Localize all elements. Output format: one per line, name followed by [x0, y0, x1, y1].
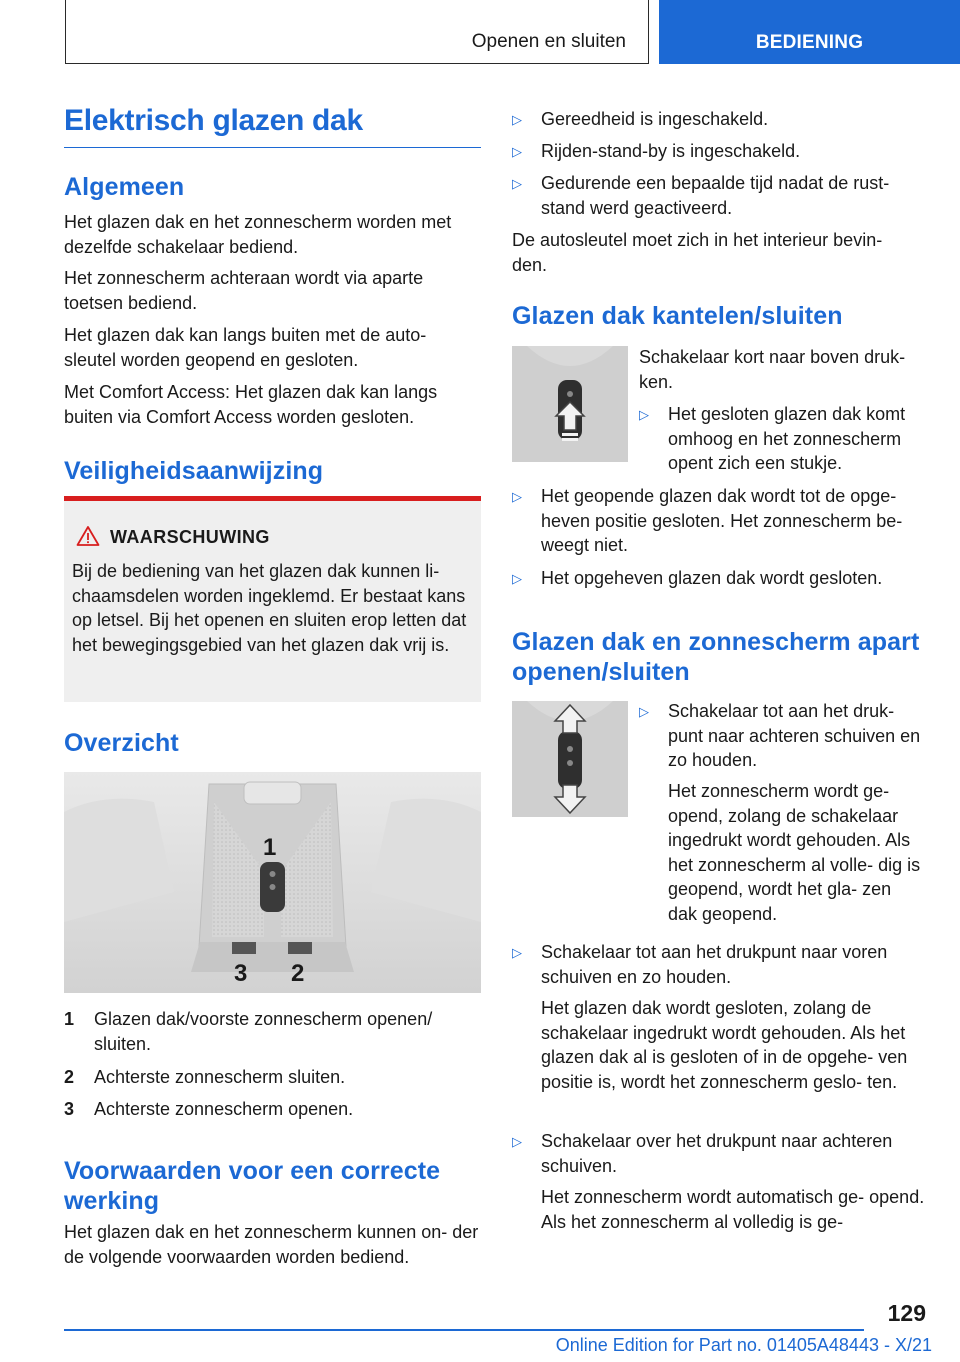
bullet-text: Het geopende glazen dak wordt tot de opge- heven positie gesloten. Het zonnescherm be- weegt niet.: [541, 486, 903, 556]
heading-overview: Overzicht: [64, 729, 179, 757]
callout-2: 2: [291, 960, 305, 987]
callout-1: 1: [263, 834, 277, 861]
list-item-text: Achterste zonnescherm openen.: [94, 1099, 354, 1119]
header-chapter-tab[interactable]: [659, 0, 960, 64]
tilt-intro: Schakelaar kort naar boven druk- ken.: [639, 347, 906, 392]
list-item: [64, 1007, 481, 1059]
heading-conditions: Voorwaarden voor een correcte werking: [64, 1157, 441, 1215]
bullet-text: Het opgeheven glazen dak wordt gesloten.: [541, 568, 883, 588]
bullet-text: Schakelaar tot aan het drukpunt naar voren schuiven en zo houden.: [541, 942, 888, 987]
overhead-console-illustration: [64, 772, 481, 993]
page-title: Elektrisch glazen dak: [64, 104, 481, 148]
footer-edition: Online Edition for Part no. 01405A48443 - X/21: [555, 1335, 932, 1355]
bullet-text: Gereedheid is ingeschakeld.: [541, 109, 769, 129]
switch-push-up-illustration: [512, 346, 628, 462]
heading-algemeen: Algemeen: [64, 173, 185, 201]
footer-divider: [64, 1329, 864, 1331]
header-section-box: [65, 0, 649, 64]
page-number: 129: [887, 1300, 926, 1326]
list-item: [64, 1097, 481, 1123]
algemeen-p2: Het zonnescherm achteraan wordt via aparte toetsen bediend.: [64, 268, 424, 313]
bullet-subtext: Het zonnescherm wordt ge- opend, zolang de schakelaar ingedrukt wordt gehouden. Als het zonnescherm al volle- dig is geopend, wordt het gla- zen dak geopend.: [668, 781, 921, 924]
header-chapter-label: BEDIENING: [755, 32, 864, 53]
heading-separate: Glazen dak en zonnescherm apart openen/sluiten: [512, 628, 920, 686]
bullet-subtext: Het zonnescherm wordt automatisch ge- opend. Als het zonnescherm al volledig is ge-: [541, 1187, 925, 1232]
list-item-number: 1: [64, 1009, 75, 1029]
callout-3: 3: [234, 960, 248, 987]
list-item-number: 3: [64, 1099, 75, 1119]
bullet-triangle-icon: ▷: [512, 1134, 522, 1149]
algemeen-p3: Het glazen dak kan langs buiten met de auto- sleutel worden geopend en gesloten.: [64, 325, 427, 370]
list-item-number: 2: [64, 1067, 75, 1087]
bullet-triangle-icon: ▷: [512, 945, 522, 960]
warning-triangle-icon: [76, 525, 100, 547]
bullet-text: Het gesloten glazen dak komt omhoog en het zonnescherm opent zich een stukje.: [668, 404, 906, 474]
bullet-triangle-icon: ▷: [512, 571, 522, 586]
header-section-title: Openen en sluiten: [471, 31, 626, 52]
heading-tilt: Glazen dak kantelen/sluiten: [512, 302, 843, 330]
warning-box: [64, 496, 481, 702]
conditions-intro: Het glazen dak en het zonnescherm kunnen on- der de volgende voorwaarden worden bediend.: [64, 1222, 479, 1267]
warning-title: WAARSCHUWING: [110, 527, 270, 547]
warning-text: Bij de bediening van het glazen dak kunnen li- chaamsdelen worden ingeklemd. Er bestaat kans op letsel. Bij het openen en sluiten erop letten dat het bewegingsgebied van het glazen dak vrij is.: [72, 561, 467, 655]
overview-photo: [64, 772, 481, 993]
bullet-triangle-icon: ▷: [512, 112, 522, 127]
bullet-triangle-icon: ▷: [639, 407, 649, 422]
bullet-text: Gedurende een bepaalde tijd nadat de rust- stand werd geactiveerd.: [541, 173, 890, 218]
list-item-text: Glazen dak/voorste zonnescherm openen/ sluiten.: [94, 1009, 433, 1054]
bullet-text: Schakelaar tot aan het druk- punt naar achteren schuiven en zo houden.: [668, 701, 921, 771]
switch-slide-photo: [512, 701, 628, 817]
bullet-triangle-icon: ▷: [639, 704, 649, 719]
bullet-text: Rijden-stand-by is ingeschakeld.: [541, 141, 801, 161]
bullet-triangle-icon: ▷: [512, 489, 522, 504]
switch-slide-illustration: [512, 701, 628, 817]
algemeen-p4: Met Comfort Access: Het glazen dak kan langs buiten via Comfort Access worden gesloten.: [64, 382, 438, 427]
algemeen-p1: Het glazen dak en het zonnescherm worden met dezelfde schakelaar bediend.: [64, 212, 452, 257]
bullet-triangle-icon: ▷: [512, 176, 522, 191]
bullet-triangle-icon: ▷: [512, 144, 522, 159]
bullet-text: Schakelaar over het drukpunt naar achteren schuiven.: [541, 1131, 893, 1176]
list-item-text: Achterste zonnescherm sluiten.: [94, 1067, 346, 1087]
heading-safety: Veiligheidsaanwijzing: [64, 457, 324, 485]
switch-tilt-photo: [512, 346, 628, 462]
conditions-note: De autosleutel moet zich in het interieur bevin- den.: [512, 230, 883, 275]
list-item: [64, 1065, 481, 1091]
bullet-subtext: Het glazen dak wordt gesloten, zolang de schakelaar ingedrukt wordt gehouden. Als het glazen dak al is gesloten of in de opgehe- ven positie is, wordt het zonnescherm geslo- ten.: [541, 998, 908, 1092]
